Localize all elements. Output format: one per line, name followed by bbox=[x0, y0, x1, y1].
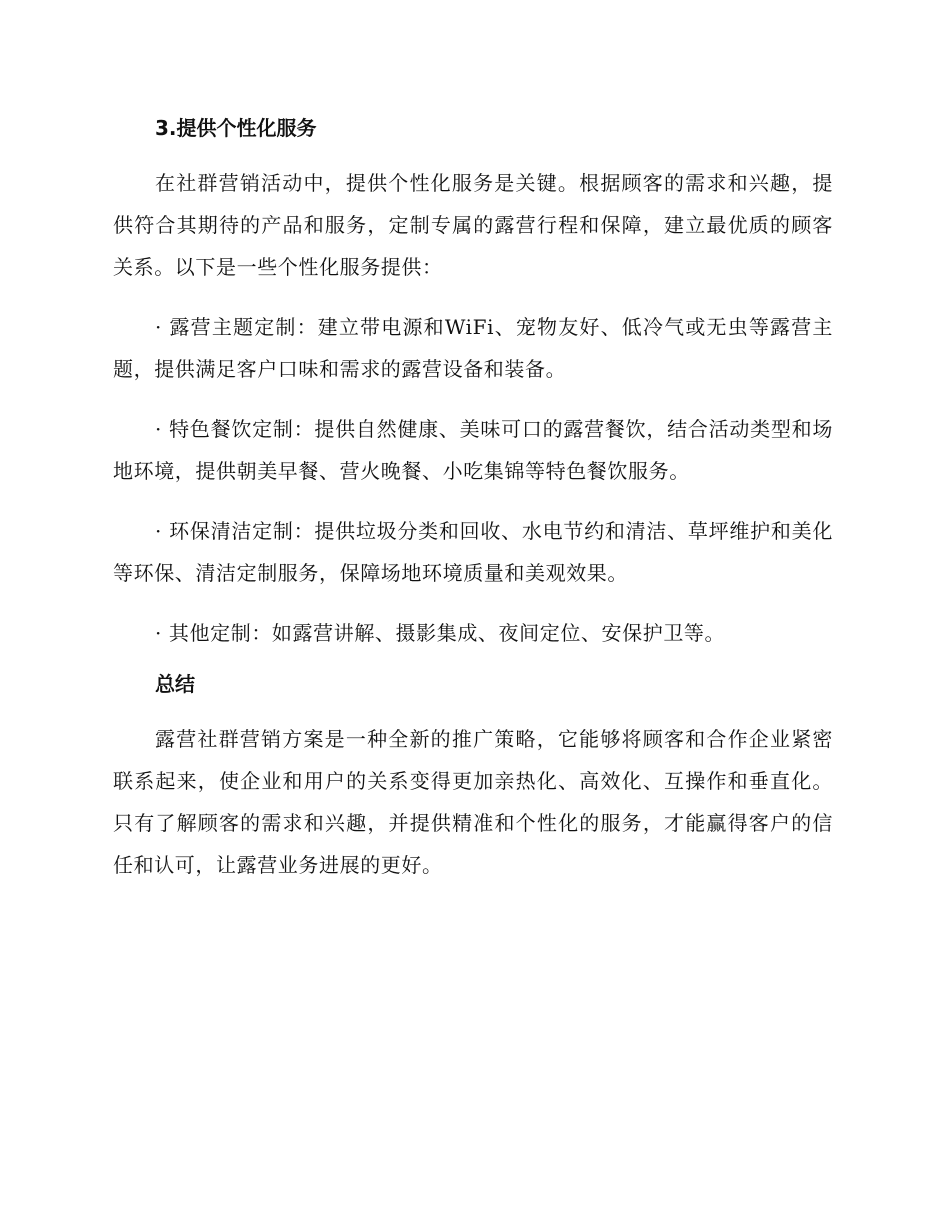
bullet-eco-cleaning: · 环保清洁定制：提供垃圾分类和回收、水电节约和清洁、草坪维护和美化等环保、清洁定制服务，保障场地环境质量和美观效果。 bbox=[113, 519, 833, 585]
paragraph-intro: 在社群营销活动中，提供个性化服务是关键。根据顾客的需求和兴趣，提供符合其期待的产品和服务，定制专属的露营行程和保障，建立最优质的顾客关系。以下是一些个性化服务提供： bbox=[113, 171, 833, 279]
bullet-dining: · 特色餐饮定制：提供自然健康、美味可口的露营餐饮，结合活动类型和场地环境，提供朝美早餐、营火晚餐、小吃集锦等特色餐饮服务。 bbox=[113, 417, 833, 483]
bullet-camping-theme: · 露营主题定制：建立带电源和WiFi、宠物友好、低冷气或无虫等露营主题，提供满足客户口味和需求的露营设备和装备。 bbox=[113, 315, 833, 381]
bullet-other: · 其他定制：如露营讲解、摄影集成、夜间定位、安保护卫等。 bbox=[155, 621, 726, 645]
paragraph-summary: 露营社群营销方案是一种全新的推广策略，它能够将顾客和合作企业紧密联系起来，使企业和用户的关系变得更加亲热化、高效化、互操作和垂直化。只有了解顾客的需求和兴趣，并提供精准和个性化的服务，才能赢得客户的信任和认可，让露营业务进展的更好。 bbox=[113, 727, 833, 877]
document-content bbox=[113, 112, 833, 904]
section-heading-personalized-service: 3.提供个性化服务 bbox=[155, 116, 317, 140]
section-heading-summary: 总结 bbox=[155, 672, 195, 696]
